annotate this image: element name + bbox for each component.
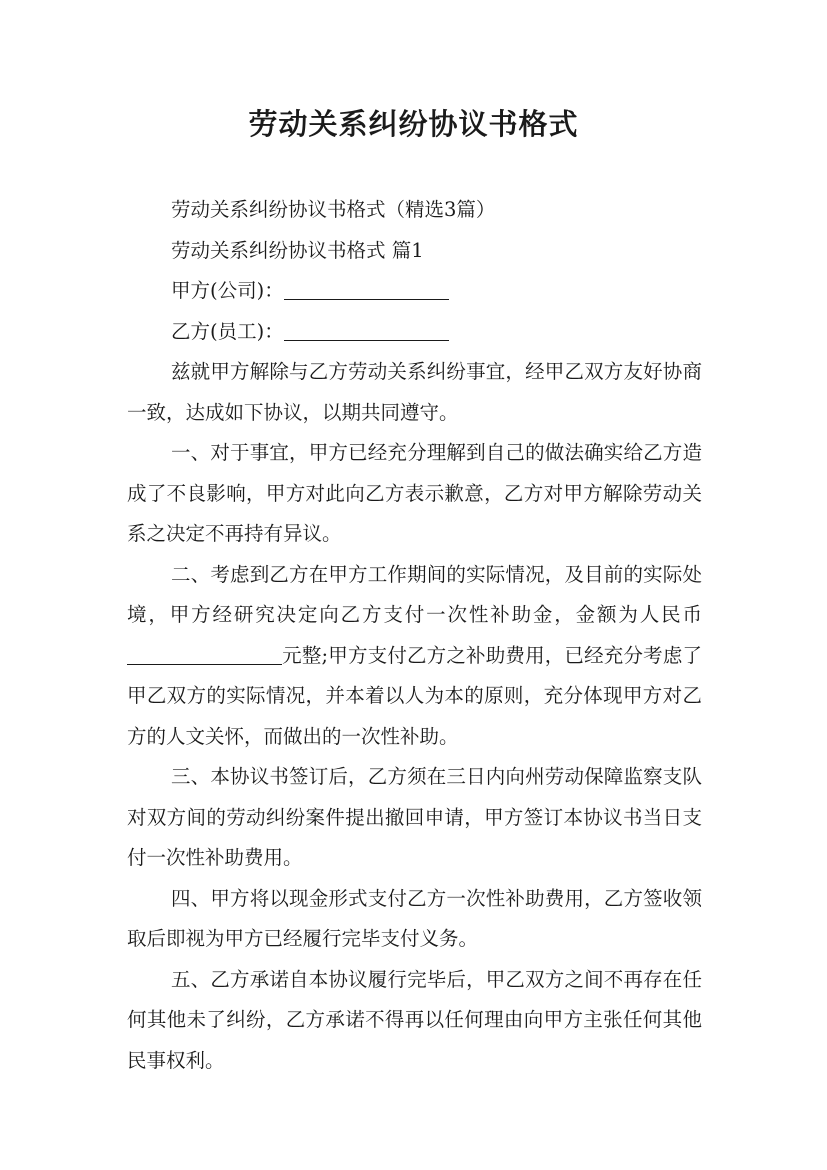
clause-3: 三、本协议书签订后，乙方须在三日内向州劳动保障监察支队对双方间的劳动纠纷案件提出撤回申请，甲方签订本协议书当日支付一次性补助费用。 [127,765,702,869]
document-body [127,190,702,1081]
subtitle-line: 劳动关系纠纷协议书格式（精选3篇） [171,198,496,221]
clause-5: 五、乙方承诺自本协议履行完毕后，甲乙双方之间不再存在任何其他未了纠纷，乙方承诺不得再以任何理由向甲方主张任何其他民事权利。 [127,967,702,1072]
document-title: 劳动关系纠纷协议书格式 [248,107,579,141]
party-b-line [127,312,702,353]
amount-blank [127,642,282,665]
intro-paragraph: 兹就甲方解除与乙方劳动关系纠纷事宜，经甲乙双方友好协商一致，达成如下协议，以期共同遵守。 [127,360,702,424]
clause-2-after: 元整;甲方支付乙方之补助费用，已经充分考虑了甲乙双方的实际情况，并本着以人为本的原则，充分体现甲方对乙方的人文关怀，而做出的一次性补助。 [127,643,702,748]
section-heading: 劳动关系纠纷协议书格式 篇1 [171,238,424,262]
party-a-label: 甲方(公司)： [171,279,284,302]
clause-4: 四、甲方将以现金形式支付乙方一次性补助费用，乙方签收领取后即视为甲方已经履行完毕支付义务。 [127,886,702,950]
party-a-line [127,271,702,312]
party-b-label: 乙方(员工)： [171,319,284,343]
party-a-blank [284,277,449,300]
clause-1: 一、对于事宜，甲方已经充分理解到自己的做法确实给乙方造成了不良影响，甲方对此向乙方表示歉意，乙方对甲方解除劳动关系之决定不再持有异议。 [127,441,702,545]
clause-2-before: 二、考虑到乙方在甲方工作期间的实际情况，及目前的实际处境，甲方经研究决定向乙方支付一次性补助金，金额为人民币 [127,562,702,626]
party-b-blank [284,318,449,341]
clause-2 [127,555,702,758]
